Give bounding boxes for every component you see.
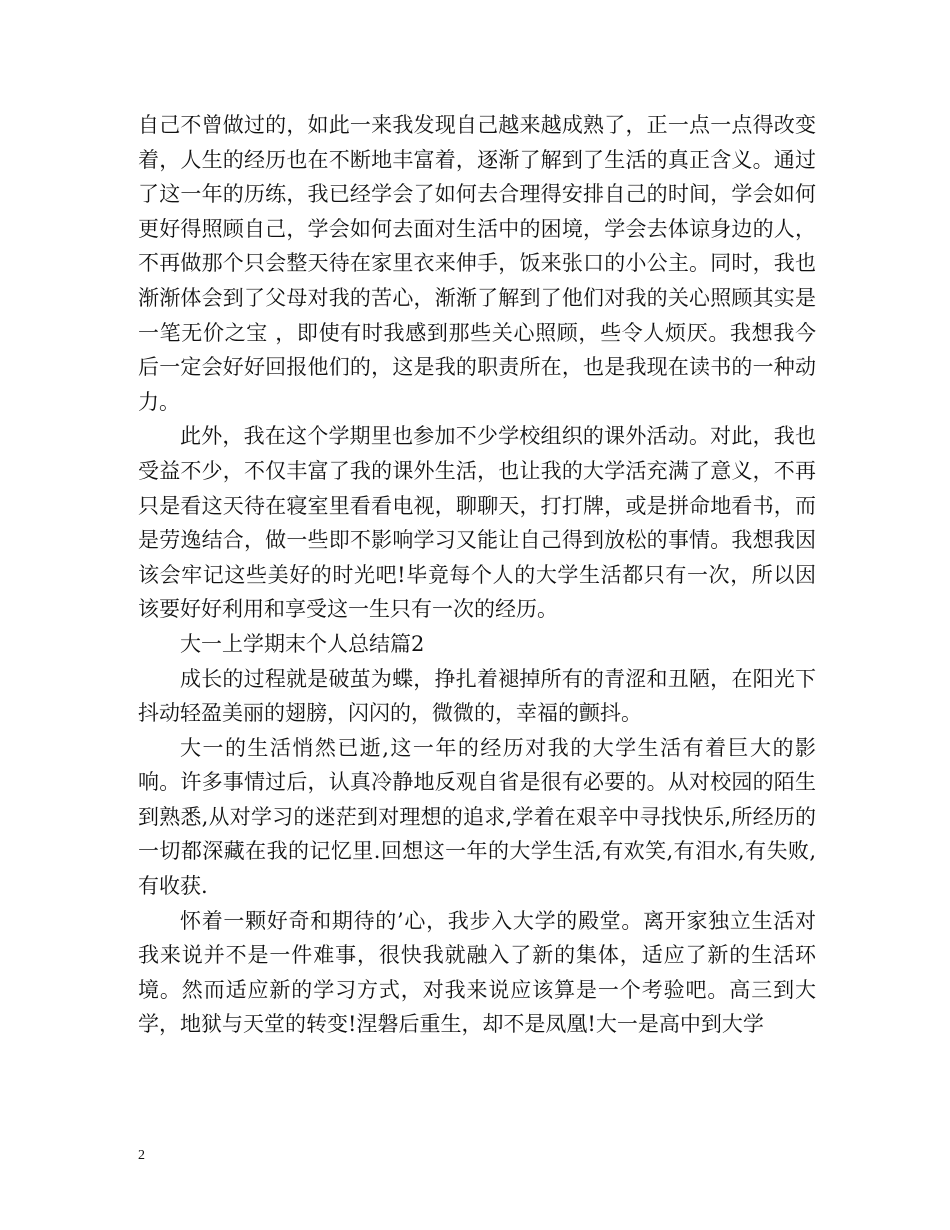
- paragraph: 怀着一颗好奇和期待的’心，我步入大学的殿堂。离开家独立生活对我来说并不是一件难事，很快我就融入了新的集体，适应了新的生活环境。然而适应新的学习方式，对我来说应该算是一个考验吧。高三到大学，地狱与天堂的转变!涅磐后重生，却不是凤凰!大一是高中到大学: [138, 908, 816, 1037]
- document-body: [138, 108, 816, 1042]
- paragraph: 成长的过程就是破茧为蝶，挣扎着褪掉所有的青涩和丑陋，在阳光下抖动轻盈美丽的翅膀，闪闪的，微微的，幸福的颤抖。: [138, 666, 816, 726]
- paragraph: 大一的生活悄然已逝,这一年的经历对我的大学生活有着巨大的影响。许多事情过后，认真冷静地反观自省是很有必要的。从对校园的陌生到熟悉,从对学习的迷茫到对理想的追求,学着在艰辛中寻找快乐,所经历的一切都深藏在我的记忆里.回想这一年的大学生活,有欢笑,有泪水,有失败,有收获.: [138, 735, 816, 899]
- page-number: 2: [138, 1148, 145, 1163]
- section-heading: 大一上学期末个人总结篇2: [180, 631, 425, 656]
- paragraph: 此外，我在这个学期里也参加不少学校组织的课外活动。对此，我也受益不少，不仅丰富了我的课外生活，也让我的大学活充满了意义，不再只是看这天待在寝室里看看电视，聊聊天，打打牌，或是拼命地看书，而是劳逸结合，做一些即不影响学习又能让自己得到放松的事情。我想我因该会牢记这些美好的时光吧!毕竟每个人的大学生活都只有一次，所以因该要好好利用和享受这一生只有一次的经历。: [138, 424, 816, 622]
- paragraph: 自己不曾做过的，如此一来我发现自己越来越成熟了，正一点一点得改变着，人生的经历也在不断地丰富着，逐渐了解到了生活的真正含义。通过了这一年的历练，我已经学会了如何去合理得安排自己的时间，学会如何更好得照顾自己，学会如何去面对生活中的困境，学会去体谅身边的人，不再做那个只会整天待在家里衣来伸手，饭来张口的小公主。同时，我也渐渐体会到了父母对我的苦心，渐渐了解到了他们对我的关心照顾其实是一笔无价之宝 ，即使有时我感到那些关心照顾，些令人烦厌。我想我今后一定会好好回报他们的，这是我的职责所在，也是我现在读书的一种动力。: [138, 113, 816, 414]
